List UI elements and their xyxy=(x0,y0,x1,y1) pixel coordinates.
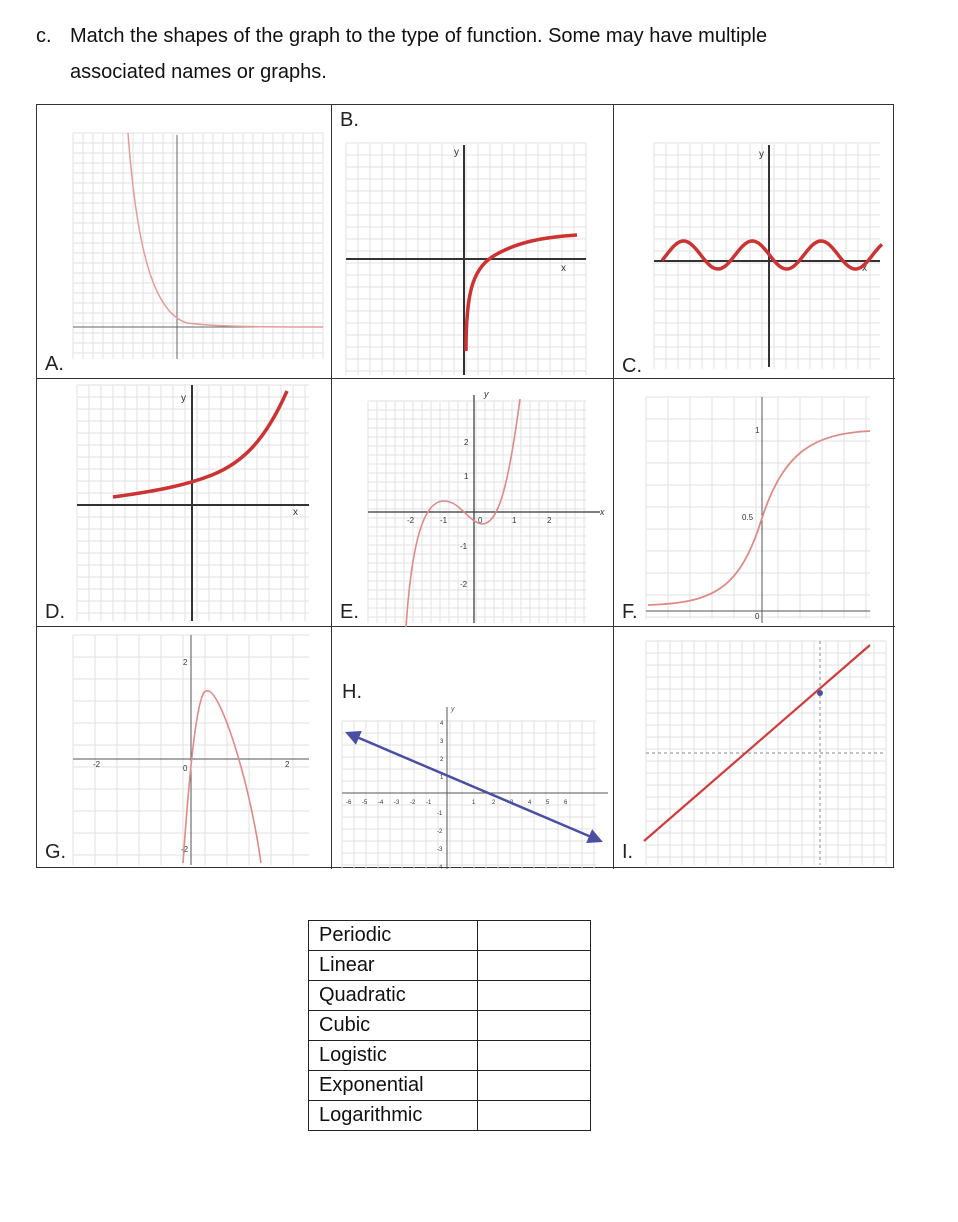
graph-i-point xyxy=(817,690,823,696)
graph-label-e: E. xyxy=(340,601,359,623)
instruction-text-1: Match the shapes of the graph to the type of function. Some may have multiple xyxy=(70,25,768,47)
graph-cell-e xyxy=(332,379,614,627)
answer-cell[interactable] xyxy=(478,1101,591,1131)
graph-e-x-axis-label: x xyxy=(600,507,605,517)
answer-cell[interactable] xyxy=(478,1011,591,1041)
graph-h-tick: -4 xyxy=(437,865,443,869)
graph-e-tick-2: 2 xyxy=(547,516,552,525)
graph-a-gridlines xyxy=(73,133,323,359)
graph-h xyxy=(332,627,614,869)
matching-row xyxy=(309,981,591,1011)
instruction xyxy=(36,18,916,90)
graph-e-tick-1: 1 xyxy=(512,516,517,525)
function-type-label: Logistic xyxy=(309,1041,478,1071)
function-type-label: Linear xyxy=(309,951,478,981)
graph-e-y-axis-label: y xyxy=(484,389,489,399)
graph-e-tick-neg2: -2 xyxy=(407,516,415,525)
graph-g-tick-yneg2: -2 xyxy=(181,845,189,854)
graph-e-tick-yneg2: -2 xyxy=(460,580,468,589)
graph-h-tick: -3 xyxy=(437,847,443,853)
graph-cell-i xyxy=(614,627,895,869)
graph-f-tick-half: 0.5 xyxy=(742,513,754,522)
graph-h-tick: 3 xyxy=(440,739,444,745)
graph-h-gridlines xyxy=(342,721,596,869)
matching-row xyxy=(309,1041,591,1071)
graph-f-tick-1: 1 xyxy=(755,426,760,435)
graph-h-tick: -4 xyxy=(378,800,384,806)
graph-d-x-axis-label: x xyxy=(293,507,298,518)
graph-cell-b xyxy=(332,105,614,379)
answer-cell[interactable] xyxy=(478,1041,591,1071)
matching-row xyxy=(309,1011,591,1041)
graph-h-tick: -2 xyxy=(437,829,443,835)
matching-table xyxy=(308,920,591,1131)
matching-row xyxy=(309,951,591,981)
graph-e-tick-y2: 2 xyxy=(464,438,469,447)
graph-e-tick-yneg1: -1 xyxy=(460,542,468,551)
graph-h-tick: -6 xyxy=(346,800,352,806)
graph-label-a: A. xyxy=(45,353,64,375)
graph-h-tick: 1 xyxy=(472,800,476,806)
graph-c-curve xyxy=(662,241,882,269)
matching-row xyxy=(309,1101,591,1131)
graph-label-d: D. xyxy=(45,601,65,623)
graph-cell-d xyxy=(37,379,332,627)
answer-cell[interactable] xyxy=(478,1071,591,1101)
function-type-label: Quadratic xyxy=(309,981,478,1011)
graph-g-tick-0: 0 xyxy=(183,764,188,773)
graph-grid xyxy=(36,104,894,868)
graph-c xyxy=(614,105,895,379)
graph-cell-c xyxy=(614,105,895,379)
graph-c-x-axis-label: x xyxy=(862,263,867,274)
graph-cell-h xyxy=(332,627,614,869)
graph-i xyxy=(614,627,895,869)
graph-d xyxy=(37,379,332,627)
graph-e-tick-0: 0 xyxy=(478,516,483,525)
function-type-label: Cubic xyxy=(309,1011,478,1041)
graph-i-line xyxy=(644,645,870,841)
function-type-label: Periodic xyxy=(309,921,478,951)
graph-g xyxy=(37,627,332,869)
instruction-line-1 xyxy=(36,18,916,54)
graph-h-tick-labels xyxy=(346,721,568,869)
graph-h-tick: 4 xyxy=(440,721,444,727)
graph-c-gridlines xyxy=(654,143,880,369)
graph-e-tick-neg1: -1 xyxy=(440,516,448,525)
graph-e xyxy=(332,379,614,627)
matching-row xyxy=(309,921,591,951)
graph-f-curve xyxy=(648,431,870,605)
graph-f-tick-0: 0 xyxy=(755,612,760,621)
graph-b xyxy=(332,105,614,379)
graph-label-c: C. xyxy=(622,355,642,377)
graph-h-tick: -1 xyxy=(437,811,443,817)
graph-cell-f xyxy=(614,379,895,627)
graph-h-tick: 6 xyxy=(564,800,568,806)
graph-label-g: G. xyxy=(45,841,67,863)
answer-cell[interactable] xyxy=(478,921,591,951)
graph-g-tick-y2: 2 xyxy=(183,658,188,667)
graph-label-i: I. xyxy=(622,841,634,863)
answer-cell[interactable] xyxy=(478,981,591,1011)
graph-h-tick: 4 xyxy=(528,800,532,806)
graph-h-tick: -3 xyxy=(394,800,400,806)
graph-g-tick-xneg2: -2 xyxy=(93,760,101,769)
function-type-label: Exponential xyxy=(309,1071,478,1101)
answer-cell[interactable] xyxy=(478,951,591,981)
graph-g-tick-x2: 2 xyxy=(285,760,290,769)
graph-f xyxy=(614,379,895,627)
graph-e-tick-y1: 1 xyxy=(464,472,469,481)
graph-label-b: B. xyxy=(340,109,359,131)
graph-a xyxy=(37,105,332,379)
graph-h-tick: 2 xyxy=(440,757,444,763)
graph-h-tick: 5 xyxy=(546,800,550,806)
graph-b-x-axis-label: x xyxy=(561,263,566,274)
graph-h-tick: -2 xyxy=(410,800,416,806)
graph-h-tick: 1 xyxy=(440,775,444,781)
graph-cell-a xyxy=(37,105,332,379)
graph-b-y-axis-label: y xyxy=(454,147,459,158)
graph-h-tick: -5 xyxy=(362,800,368,806)
function-type-label: Logarithmic xyxy=(309,1101,478,1131)
instruction-line-2: associated names or graphs. xyxy=(70,61,327,83)
graph-label-f: F. xyxy=(622,601,638,623)
graph-h-y-axis-label: y xyxy=(451,706,455,713)
graph-cell-g xyxy=(37,627,332,869)
graph-h-tick: -1 xyxy=(426,800,432,806)
instruction-label: c. xyxy=(36,25,52,47)
graph-c-y-axis-label: y xyxy=(759,149,764,160)
graph-a-curve xyxy=(128,133,323,327)
matching-row xyxy=(309,1071,591,1101)
graph-label-h: H. xyxy=(342,681,362,703)
graph-b-curve xyxy=(466,235,577,351)
graph-h-tick: 2 xyxy=(492,800,496,806)
graph-d-y-axis-label: y xyxy=(181,393,186,404)
